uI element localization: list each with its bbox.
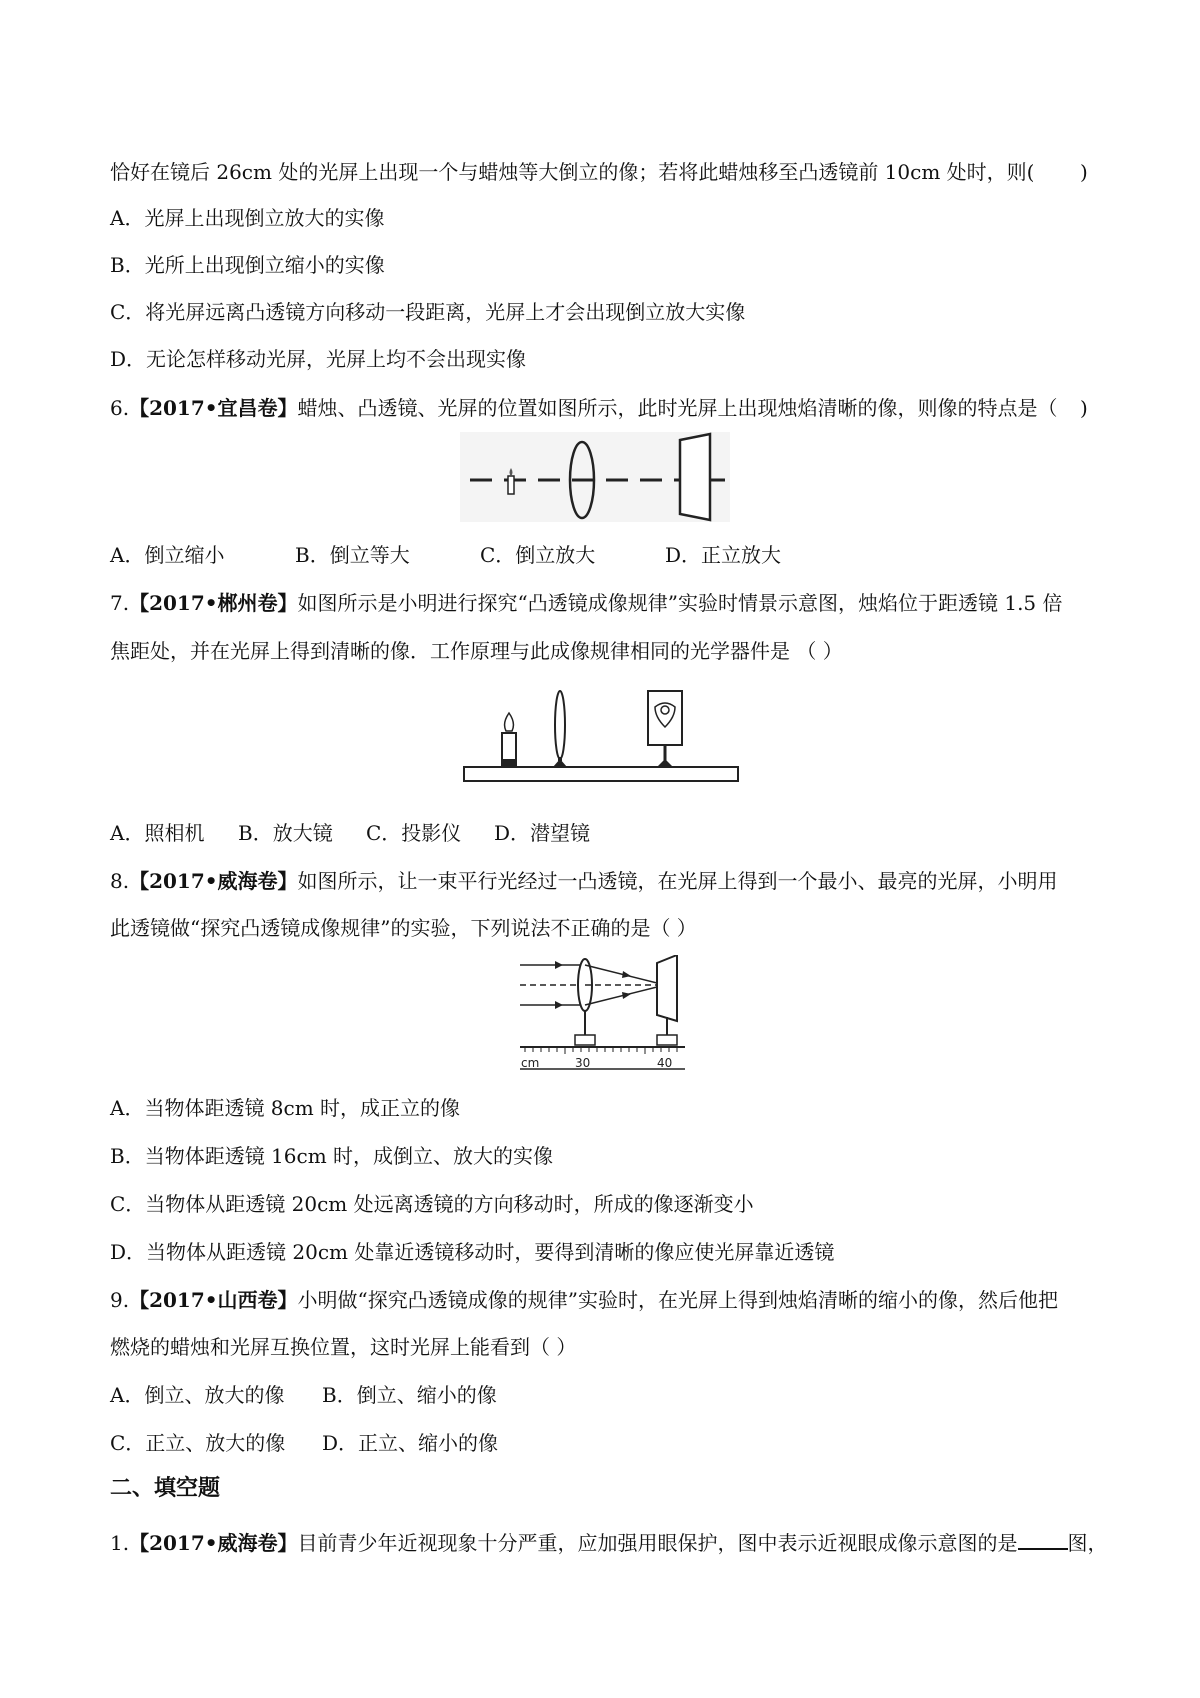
q5-paren-close: ): [1080, 160, 1088, 184]
q9-stem-line-2: 燃烧的蜡烛和光屏互换位置，这时光屏上能看到（ ）: [110, 1335, 577, 1359]
q6-figure-optical-bench: [460, 432, 730, 522]
q7-stem-text: 如图所示是小明进行探究“凸透镜成像规律”实验时情景示意图，烛焰位于距透镜 1.5 倍: [297, 591, 1063, 615]
q7-figure-experiment: [462, 685, 742, 785]
q8-source: 【2017•威海卷】: [129, 869, 298, 893]
fill1-tail: 图，: [1067, 1531, 1108, 1555]
q9-option-a: A．倒立、放大的像: [110, 1383, 285, 1407]
q7-stem-line-2: 焦距处，并在光屏上得到清晰的像．工作原理与此成像规律相同的光学器件是 （ ）: [110, 639, 843, 663]
fill1-stem-text: 目前青少年近视现象十分严重，应加强用眼保护，图中表示近视眼成像示意图的是: [297, 1531, 1018, 1555]
screen-icon: [648, 691, 682, 745]
q8-option-d: D．当物体从距透镜 20cm 处靠近透镜移动时，要得到清晰的像应使光屏靠近透镜: [110, 1240, 835, 1264]
q6-option-a: A．倒立缩小: [110, 543, 225, 567]
q6-options: [110, 540, 781, 570]
lens-icon: [555, 691, 565, 759]
fill1-source: 【2017•威海卷】: [129, 1531, 298, 1555]
q5-option-b: B．光所上出现倒立缩小的实像: [110, 253, 385, 277]
q9-option-b: B．倒立、缩小的像: [322, 1383, 497, 1407]
ruler-tick-30: 30: [575, 1056, 591, 1070]
fill1-number: 1.: [110, 1531, 130, 1555]
q9-stem-line-1: [110, 1285, 1058, 1315]
q7-option-b: B．放大镜: [238, 821, 333, 845]
q6-paren-close: ): [1080, 396, 1088, 420]
q7-options: [110, 818, 590, 848]
q8-stem-line-2: 此透镜做“探究凸透镜成像规律”的实验，下列说法不正确的是（ ）: [110, 916, 697, 940]
q7-option-d: D．潜望镜: [494, 821, 591, 845]
q9-option-c: C．正立、放大的像: [110, 1431, 286, 1455]
q6-option-c: C．倒立放大: [480, 543, 596, 567]
q5-stem-line: 恰好在镜后 26cm 处的光屏上出现一个与蜡烛等大倒立的像；若将此蜡烛移至凸透镜前 10cm 处时，则(: [110, 160, 1035, 184]
q7-stem-line-1: [110, 588, 1063, 618]
q8-number: 8.: [110, 869, 130, 893]
q7-option-a: A．照相机: [110, 821, 205, 845]
ruler-tick-40: 40: [657, 1056, 673, 1070]
q6-stem: [110, 393, 1058, 423]
q8-figure-focal-length: [515, 955, 690, 1073]
q9-option-d: D．正立、缩小的像: [322, 1431, 499, 1455]
q6-number: 6.: [110, 396, 130, 420]
q9-number: 9.: [110, 1288, 130, 1312]
q9-options-row-1: [110, 1380, 497, 1410]
ruler-ticks: [525, 1047, 677, 1054]
screen-icon: [680, 434, 710, 520]
q9-source: 【2017•山西卷】: [129, 1288, 298, 1312]
q9-options-row-2: [110, 1428, 498, 1458]
candle-icon: [508, 476, 514, 494]
fill1-stem: [110, 1528, 1108, 1558]
q7-source: 【2017•郴州卷】: [129, 591, 298, 615]
q8-option-c: C．当物体从距透镜 20cm 处远离透镜的方向移动时，所成的像逐渐变小: [110, 1192, 754, 1216]
fill1-answer-blank[interactable]: [1018, 1530, 1068, 1550]
ruler-unit-label: cm: [521, 1056, 540, 1070]
bench-icon: [464, 767, 738, 781]
q5-option-c: C．将光屏远离凸透镜方向移动一段距离，光屏上才会出现倒立放大实像: [110, 300, 746, 324]
section-title-fill-in: 二、填空题: [110, 1476, 221, 1501]
q6-option-d: D．正立放大: [665, 543, 782, 567]
q6-source: 【2017•宜昌卷】: [129, 396, 298, 420]
q8-option-a: A．当物体距透镜 8cm 时，成正立的像: [110, 1096, 461, 1120]
q8-stem-line-1: [110, 866, 1058, 896]
q6-option-b: B．倒立等大: [295, 543, 410, 567]
q7-number: 7.: [110, 591, 130, 615]
q8-stem-text: 如图所示，让一束平行光经过一凸透镜，在光屏上得到一个最小、最亮的光屏，小明用: [297, 869, 1058, 893]
q8-option-b: B．当物体距透镜 16cm 时，成倒立、放大的实像: [110, 1144, 554, 1168]
flame-icon: [505, 713, 514, 731]
screen-icon: [657, 955, 677, 1021]
q5-option-a: A．光屏上出现倒立放大的实像: [110, 206, 385, 230]
q9-stem-text: 小明做“探究凸透镜成像的规律”实验时，在光屏上得到烛焰清晰的缩小的像，然后他把: [297, 1288, 1058, 1312]
q6-stem-text: 蜡烛、凸透镜、光屏的位置如图所示，此时光屏上出现烛焰清晰的像，则像的特点是（: [297, 396, 1058, 420]
q5-option-d: D．无论怎样移动光屏，光屏上均不会出现实像: [110, 347, 527, 371]
q7-option-c: C．投影仪: [366, 821, 462, 845]
